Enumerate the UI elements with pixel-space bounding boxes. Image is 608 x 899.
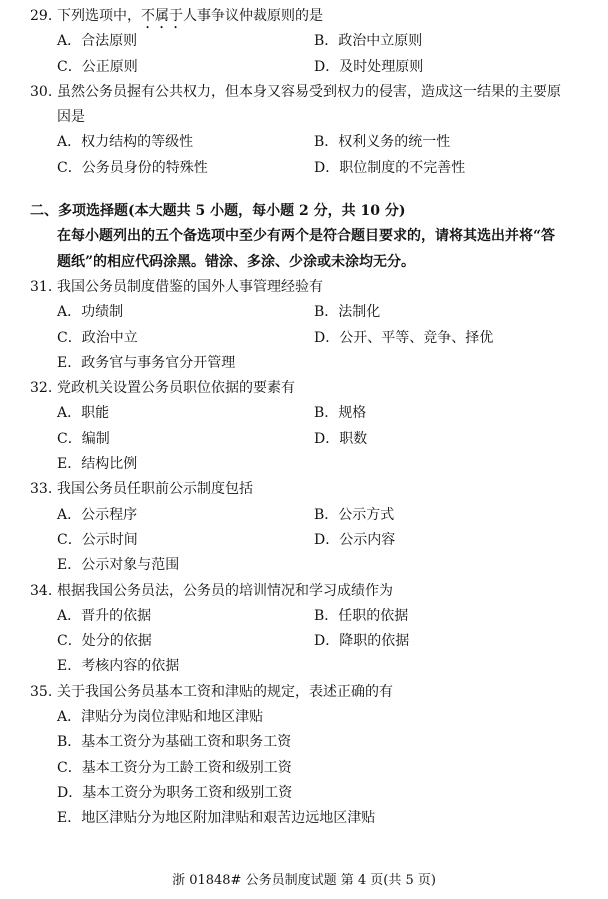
question-31-stem-line: [0, 275, 608, 300]
option-c: C．处分的依据: [57, 633, 152, 650]
option-d: D．公开、平等、竞争、择优: [314, 329, 494, 346]
option-d: D．职位制度的不完善性: [314, 159, 466, 176]
question-35-stem-line: [0, 680, 608, 705]
question-30-stem-continued: [0, 105, 608, 130]
question-number: 30.: [30, 83, 53, 100]
option-row: [0, 300, 608, 325]
option-row: [0, 705, 608, 730]
question-number: 31.: [30, 278, 53, 295]
question-number: 32.: [30, 380, 53, 397]
option-b: B．任职的依据: [314, 607, 409, 624]
option-row: [0, 351, 608, 376]
option-row: [0, 55, 608, 80]
option-row: [0, 29, 608, 54]
section-title: 二、多项选择题(本大题共 5 小题，每小题 2 分，共 10 分): [30, 203, 406, 220]
question-stem: 我国公务员制度借鉴的国外人事管理经验有: [57, 278, 323, 295]
option-b: B．公示方式: [314, 506, 395, 523]
question-34-stem-line: [0, 579, 608, 604]
question-29-stem-line: [0, 4, 608, 29]
option-e: E．公示对象与范围: [57, 557, 180, 574]
option-d: D．基本工资分为职务工资和级别工资: [57, 784, 293, 801]
option-row: [0, 528, 608, 553]
option-row: [0, 130, 608, 155]
option-b: B．规格: [314, 405, 367, 422]
option-row: [0, 730, 608, 755]
exam-page: [0, 4, 608, 832]
option-a: A．职能: [57, 405, 110, 422]
option-c: C．公示时间: [57, 531, 138, 548]
question-stem-continued: 因是: [57, 109, 85, 126]
option-row: [0, 604, 608, 629]
question-33-stem-line: [0, 477, 608, 502]
option-b: B．政治中立原则: [314, 33, 423, 50]
option-e: E．结构比例: [57, 456, 138, 473]
option-d: D．职数: [314, 430, 368, 447]
option-a: A．津贴分为岗位津贴和地区津贴: [57, 709, 264, 726]
option-row: [0, 553, 608, 578]
question-number: 35.: [30, 683, 53, 700]
stem-before: 下列选项中，: [57, 8, 141, 24]
option-row: [0, 452, 608, 477]
section-instruction-continued: 题纸”的相应代码涂黑。错涂、多涂、少涂或未涂均无分。: [57, 253, 416, 270]
question-stem: [57, 4, 323, 32]
question-stem: 虽然公务员握有公共权力，但本身又容易受到权力的侵害，造成这一结果的主要原: [57, 83, 561, 100]
stem-after: 人事争议仲裁原则的是: [183, 8, 323, 24]
option-row: [0, 427, 608, 452]
question-32-stem-line: [0, 376, 608, 401]
question-stem: 党政机关设置公务员职位依据的要素有: [57, 380, 295, 397]
question-number: 29.: [30, 8, 53, 24]
option-a: A．合法原则: [57, 33, 138, 50]
question-30-stem-line: [0, 80, 608, 105]
option-row: [0, 156, 608, 181]
section-gap: [0, 181, 608, 199]
option-a: A．晋升的依据: [57, 607, 152, 624]
section-title-line: [0, 199, 608, 224]
section-instruction-line: [0, 250, 608, 275]
section-instruction: 在每小题列出的五个备选项中至少有两个是符合题目要求的，请将其选出并将“答: [57, 228, 556, 245]
option-e: E．地区津贴分为地区附加津贴和艰苦边远地区津贴: [57, 810, 376, 827]
option-d: D．及时处理原则: [314, 58, 424, 75]
option-b: B．权利义务的统一性: [314, 134, 451, 151]
option-row: [0, 781, 608, 806]
option-row: [0, 629, 608, 654]
question-number: 34.: [30, 582, 53, 599]
section-instruction-line: [0, 224, 608, 249]
option-d: D．降职的依据: [314, 633, 410, 650]
option-c: C．公正原则: [57, 58, 138, 75]
page-footer: 浙 01848# 公务员制度试题 第 4 页(共 5 页): [172, 873, 436, 888]
option-row: [0, 401, 608, 426]
question-number: 33.: [30, 481, 53, 498]
option-b: B．法制化: [314, 304, 381, 321]
option-c: C．基本工资分为工龄工资和级别工资: [57, 759, 292, 776]
question-stem: 我国公务员任职前公示制度包括: [57, 481, 253, 498]
option-c: C．公务员身份的特殊性: [57, 159, 208, 176]
question-stem: 根据我国公务员法，公务员的培训情况和学习成绩作为: [57, 582, 393, 599]
option-d: D．公示内容: [314, 531, 396, 548]
option-a: A．功绩制: [57, 304, 124, 321]
option-c: C．政治中立: [57, 329, 138, 346]
option-row: [0, 503, 608, 528]
option-c: C．编制: [57, 430, 110, 447]
option-a: A．公示程序: [57, 506, 138, 523]
option-e: E．考核内容的依据: [57, 658, 180, 675]
stem-emphasis: 不属于: [141, 8, 183, 24]
option-row: [0, 326, 608, 351]
question-stem: 关于我国公务员基本工资和津贴的规定，表述正确的有: [57, 683, 393, 700]
option-a: A．权力结构的等级性: [57, 134, 194, 151]
option-b: B．基本工资分为基础工资和职务工资: [57, 734, 292, 751]
option-row: [0, 756, 608, 781]
option-row: [0, 806, 608, 831]
option-e: E．政务官与事务官分开管理: [57, 354, 236, 371]
option-row: [0, 654, 608, 679]
